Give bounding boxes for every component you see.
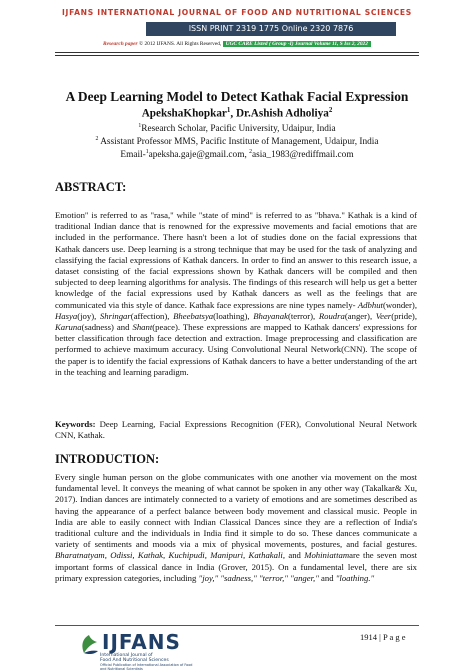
affil-2-sup: 2 bbox=[95, 136, 99, 142]
journal-name-banner: IJFANS INTERNATIONAL JOURNAL OF FOOD AND NUTRITIONAL SCIENCES bbox=[62, 8, 412, 17]
logo-wordmark: IJFANS bbox=[102, 630, 181, 654]
rasa-term: Bhayanak bbox=[253, 310, 288, 321]
affiliation-2 bbox=[0, 136, 474, 147]
abstract-text: (anger), bbox=[344, 310, 376, 321]
affiliation-1 bbox=[0, 123, 474, 134]
abstract-text: (pride), bbox=[391, 310, 417, 321]
paper-title: A Deep Learning Model to Detect Kathak Facial Expression bbox=[65, 89, 409, 104]
abstract-paragraph bbox=[55, 210, 417, 378]
ugc-care-badge: UGC CARE Listed ( Group -I) Journal Volume 11, S Iss 2, 2022 bbox=[223, 41, 371, 47]
abstract-text: Emotion" is referred to as "rasa," while "state of mind" is referred to as "bhava." Kathak is a kind of traditional Indian dance that is renowned for the expressive movements and facial emotions that are included in the performance. There hasn't been a lot of studies done on the facial expressions that Kathak dancers use. Deep learning is a strong technique that may be used for the task of analyzing and classifying the facial expressions of Kathak dancers. In order to find an answer to this research issue, a dataset consisting of the facial expressions shown by Kathak dancers will be compiled and then subjected to deep learning algorithms for analysis. The findings of this research will help us get a better knowledge of the facial expressions used by Kathak dancers as well as the feelings that are communicated via this style of dance. Kathak face expressions are nine types namely- bbox=[55, 210, 417, 310]
ijfans-logo bbox=[78, 630, 193, 671]
logo-subtitle-2: Food And Nutritional Sciences bbox=[100, 658, 169, 663]
intro-text: and bbox=[318, 572, 336, 583]
expression-categories: "joy," "sadness," "terror," "anger," bbox=[198, 572, 319, 583]
rights-line bbox=[0, 41, 474, 47]
email-1[interactable]: apeksha.gaje@gmail.com bbox=[148, 150, 245, 161]
email-1-sup: 1 bbox=[145, 149, 149, 155]
abstract-text: (terror), bbox=[287, 310, 319, 321]
email-2-sup: 2 bbox=[249, 149, 252, 155]
rasa-term: Karuna bbox=[55, 322, 82, 333]
intro-text: Every single human person on the globe communicates with one another via movement on the most fundamental level. It conveys the meaning of what cannot be spoken in any other way (Takalkar& Xu, 2017). Indian dances are intimately connected to a variety of emotions and are sometimes described as having the appearance of a perfect balance between body movement and classical music. People in India are able to easily connect with Indian Classical Dances since they are a reflection of India's traditional culture and the individuals in India find it simple to do so. These dances communicate a variety of sentiments and moods via a mix of physical movements, postures, and facial gestures. bbox=[55, 472, 417, 550]
rights-text: © 2012 IJFANS. All Rights Reserved, bbox=[139, 41, 222, 47]
author-1-sup: 1 bbox=[226, 106, 231, 114]
issn-bar: ISSN PRINT 2319 1775 Online 2320 7876 bbox=[146, 22, 396, 36]
abstract-text: (joy), bbox=[77, 310, 100, 321]
email-prefix: Email- bbox=[120, 150, 146, 161]
abstract-text: (peace). These expressions are mapped to Kathak dancers' expressions for better classification through face detection and extraction. Image preprocessing and classification are performed to achieve maximum accuracy. Using Convolutional Neural Network(CNN). The scope of the paper is to identify the facial expressions of Kathak dancers to have a better understanding of the art in the teaching and learning paradigm. bbox=[55, 322, 418, 377]
abstract-text: (affection), bbox=[130, 310, 174, 321]
rasa-term: Veer bbox=[375, 310, 392, 321]
rasa-term: Roudra bbox=[318, 310, 345, 321]
author-1: ApekshaKhopkar bbox=[141, 107, 227, 120]
introduction-paragraph bbox=[55, 472, 417, 584]
keywords-paragraph bbox=[55, 419, 417, 441]
keywords-label: Keywords: bbox=[55, 419, 96, 429]
introduction-heading: INTRODUCTION: bbox=[55, 452, 160, 466]
abstract-text: (wonder), bbox=[382, 299, 417, 310]
email-2[interactable]: asia_1983@rediffmail.com bbox=[251, 150, 354, 161]
affil-1-sup: 1 bbox=[138, 123, 142, 129]
abstract-text: (sadness) and bbox=[81, 322, 133, 333]
intro-text: and bbox=[285, 550, 305, 561]
author-2: , Dr.Ashish Adholiya bbox=[230, 107, 329, 120]
rasa-term: Shringar bbox=[99, 310, 131, 321]
rasa-term: Bheebatsya bbox=[173, 310, 214, 321]
email-line bbox=[0, 149, 474, 160]
logo-subtitle-1: International Journal of bbox=[100, 653, 153, 658]
email-separator: , bbox=[244, 150, 250, 161]
affil-2-text: Assistant Professor MMS, Pacific Institute of Management, Udaipur, India bbox=[98, 137, 379, 148]
expression-category: "loathing." bbox=[335, 572, 375, 583]
logo-subtitle-4: and Nutritional Scientists bbox=[100, 667, 143, 671]
rasa-term: Adbhut bbox=[357, 299, 383, 310]
rasa-term: Hasya bbox=[55, 310, 78, 321]
rasa-term: Shant bbox=[132, 322, 153, 333]
author-2-sup: 2 bbox=[328, 106, 333, 114]
page-number: 1914 | P a g e bbox=[360, 632, 406, 642]
dance-form: Mohiniattam bbox=[304, 550, 350, 561]
header-rule-bottom bbox=[55, 55, 419, 56]
affil-1-text: Research Scholar, Pacific University, Udaipur, India bbox=[141, 124, 336, 135]
dance-forms: Bharatnatyam, Odissi, Kathak, Kuchipudi, Manipuri, Kathakali, bbox=[55, 550, 285, 561]
author-line bbox=[0, 106, 474, 120]
research-paper-label: Research paper bbox=[103, 41, 138, 47]
leaf-logo-icon bbox=[78, 634, 100, 656]
keywords-text: Deep Learning, Facial Expressions Recognition (FER), Convolutional Neural Network CNN, Kathak. bbox=[55, 419, 417, 441]
intro-text: are the seven most important forms of classical dance in India (Grover, 2015). On a fundamental level, there are six primary expression categories, including bbox=[55, 550, 418, 583]
abstract-text: (loathing), bbox=[213, 310, 254, 321]
abstract-heading: ABSTRACT: bbox=[55, 180, 127, 194]
header-rule-top bbox=[55, 52, 419, 53]
logo-subtitle-3: Official Publication of International Association of Food bbox=[100, 663, 193, 667]
footer-rule bbox=[55, 625, 419, 626]
